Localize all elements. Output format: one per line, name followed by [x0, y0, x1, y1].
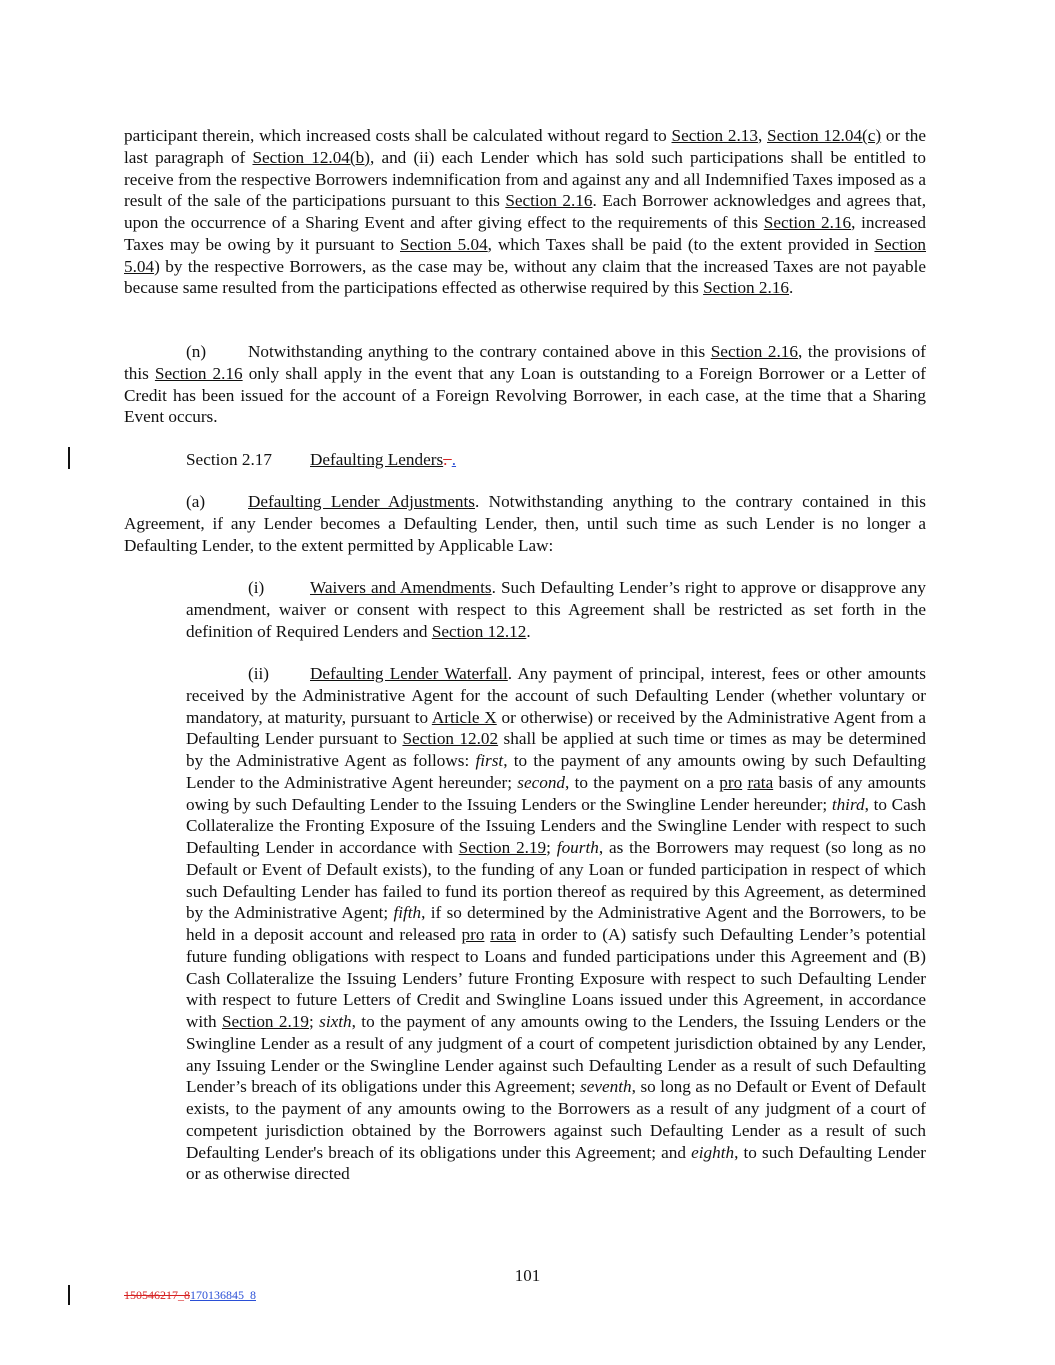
- section-reference: Section 5.04: [124, 234, 927, 276]
- inserted-text: .: [451, 450, 457, 469]
- deleted-doc-id: 150546217_8: [124, 1288, 190, 1302]
- section-reference: Section 2.19: [221, 1012, 309, 1031]
- text: ,: [757, 126, 768, 145]
- clause-heading: Defaulting Lender Waterfall: [310, 664, 508, 683]
- latin-term: pro: [719, 772, 743, 792]
- ordinal: seventh: [580, 1077, 632, 1097]
- clause-number: (a): [186, 492, 206, 511]
- clause-number: (i): [248, 578, 265, 597]
- section-reference: Section 2.19: [458, 838, 547, 857]
- paragraph-n: [124, 341, 926, 428]
- text: , to the payment of any amounts owing by such Defaulting Lender to the Administrative Agent hereunder;: [186, 751, 926, 792]
- text: . Any payment of principal, interest, fees or other amounts received by the Administrative Agent for the account of such Defaulting Lender (whether voluntary or mandatory, at maturity, pursuant to: [186, 664, 926, 727]
- text: or otherwise) or received by the Administrative Agent from a Defaulting Lender pursuant to: [186, 707, 927, 749]
- text: .: [526, 621, 531, 641]
- page-number: 101: [514, 1266, 541, 1285]
- deleted-text: .: [443, 450, 452, 469]
- text: . Each Borrower acknowledges and agrees that, upon the occurrence of a Sharing Event and after giving effect to the requirements of this: [124, 191, 927, 232]
- section-heading: [124, 449, 926, 471]
- text: , to Cash Collateralize the Fronting Exposure of the Issuing Lenders and the Swingline Lender with respect to such Defaulting Lender in accordance with: [186, 794, 926, 857]
- text: , so long as no Default or Event of Default exists, to the payment of any amounts owing to the Borrowers as a result of any judgment of a court of competent jurisdiction obtained by the Borrowers against such Defaulting Lender as a result of such Defaulting Lender's breach of its obligations under this Agreement; and: [186, 1077, 926, 1162]
- paragraph-continuation: [124, 125, 926, 299]
- text: basis of any amounts owing by such Defaulting Lender to the Issuing Lenders or the Swingline Lender hereunder;: [186, 772, 926, 814]
- article-reference: Article X: [431, 707, 497, 727]
- ordinal: second: [517, 772, 566, 792]
- text: only shall apply in the event that any Loan is outstanding to a Foreign Borrower or a Letter of Credit has been issued for the account of a Foreign Revolving Borrower, in each case, at the time that a Sharing Event occurs.: [124, 363, 926, 427]
- text: or the last paragraph of: [124, 126, 927, 167]
- ordinal: fifth: [393, 903, 422, 923]
- paragraph-i: [186, 577, 926, 642]
- text: in order to (A) satisfy such Defaulting Lender’s potential future funding obligations with respect to Loans and funded participations under this Agreement and (B) Cash Collateralize the Issuing Lenders’ future Fronting Exposure with respect to such Defaulting Lender with respect to future Letters of Credit and Swingline Loans issued under this Agreement, in accordance with: [186, 925, 927, 1031]
- text: , increased Taxes may be owing by it pursuant to: [124, 213, 926, 254]
- text: participant therein, which increased costs shall be calculated without regard to: [124, 126, 672, 145]
- text: , if so determined by the Administrative Agent and the Borrowers, to be held in a deposit account and released: [186, 903, 926, 944]
- ordinal: fourth: [556, 838, 599, 857]
- text: . Notwithstanding anything to the contrary contained in this Agreement, if any Lender becomes a Defaulting Lender, then, until such time as such Lender is no longer a Defaulting Lender, to the extent permitted by Applicable Law:: [124, 492, 926, 555]
- section-reference: Section 2.16: [710, 342, 798, 361]
- paragraph-ii: [186, 663, 926, 1185]
- ordinal: first: [475, 751, 504, 770]
- paragraph-a: [124, 491, 926, 556]
- section-reference: Section 2.16: [703, 278, 790, 298]
- text: ;: [546, 838, 557, 857]
- text: , the provisions of this: [124, 342, 926, 383]
- clause-heading: Defaulting Lender Adjustments: [248, 492, 475, 511]
- text: , which Taxes shall be paid (to the extent provided in: [487, 234, 875, 254]
- change-bar: [68, 1285, 70, 1305]
- clause-number: (n): [186, 342, 207, 361]
- text: ) by the respective Borrowers, as the case may be, without any claim that the increased Taxes are not payable because same resulted from the participations effected as otherwise required by this: [124, 256, 926, 298]
- section-reference: Section 2.16: [154, 363, 243, 383]
- text: , to the payment on a: [565, 772, 720, 792]
- section-number: Section 2.17: [186, 450, 272, 469]
- latin-term: pro: [461, 925, 485, 944]
- text: , to such Defaulting Lender or as otherwise directed: [186, 1142, 926, 1184]
- document-id: [124, 1288, 256, 1303]
- text: .: [789, 278, 794, 298]
- ordinal: eighth: [691, 1142, 735, 1162]
- section-reference: Section 12.12: [431, 621, 527, 641]
- section-reference: Section 12.04(c): [767, 126, 882, 145]
- latin-term: rata: [747, 772, 774, 792]
- text: , and (ii) each Lender which has sold such participations shall be entitled to receive from the respective Borrowers indemnification from and against any and all Indemnified Taxes imposed as a result of the sale of the participations pursuant to this: [124, 147, 926, 211]
- section-reference: Section 12.02: [402, 729, 499, 749]
- clause-number: (ii): [248, 664, 269, 683]
- latin-term: rata: [490, 925, 517, 944]
- change-bar: [68, 447, 70, 469]
- section-title: Defaulting Lenders: [310, 450, 444, 469]
- inserted-doc-id: 170136845_8: [190, 1288, 256, 1302]
- text: Notwithstanding anything to the contrary contained above in this: [248, 342, 711, 361]
- text: shall be applied at such time or times as may be determined by the Administrative Agent as follows:: [186, 729, 926, 770]
- section-reference: Section 2.16: [763, 213, 852, 232]
- text: , as the Borrowers may request (so long as no Default or Event of Default exists), to the funding of any Loan or funded participation in respect of which such Defaulting Lender has failed to fund its portion thereof as required by this Agreement, as determined by the Administrative Agent;: [186, 838, 926, 923]
- section-reference: Section 2.13: [671, 126, 758, 145]
- ordinal: sixth: [319, 1012, 352, 1031]
- text: , to the payment of any amounts owing to the Lenders, the Issuing Lenders or the Swingline Lender as a result of any judgment of a court of competent jurisdiction obtained by any Lender, any Issuing Lender or the Swingline Lender against such Defaulting Lender as a result of such Defaulting Lender’s breach of its obligations under this Agreement;: [186, 1012, 926, 1097]
- section-reference: Section 5.04: [400, 234, 488, 254]
- ordinal: third: [831, 794, 865, 814]
- section-reference: Section 12.04(b): [252, 147, 370, 167]
- text: ;: [308, 1012, 320, 1031]
- section-reference: Section 2.16: [505, 191, 593, 211]
- clause-heading: Waivers and Amendments: [310, 578, 492, 597]
- text: . Such Defaulting Lender’s right to approve or disapprove any amendment, waiver or consent with respect to this Agreement shall be restricted as set forth in the definition of Required Lenders and: [186, 578, 926, 641]
